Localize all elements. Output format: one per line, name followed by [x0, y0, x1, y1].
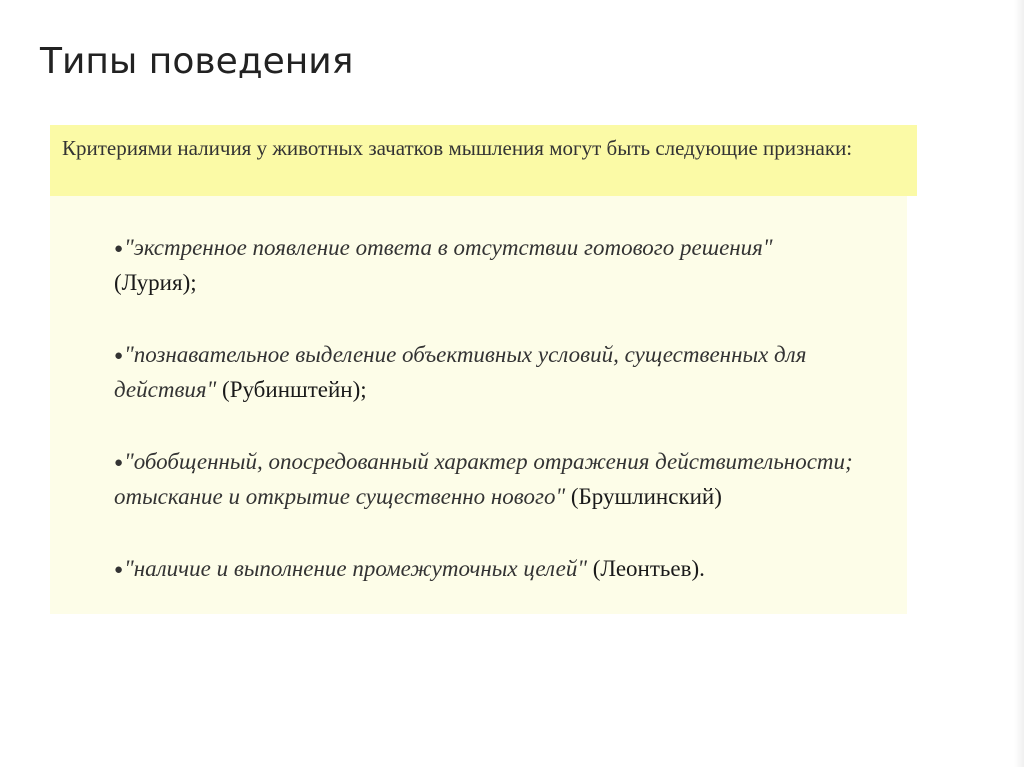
criteria-quote: "наличие и выполнение промежуточных целей" [124, 556, 587, 581]
slide-title: Типы поведения [40, 41, 354, 82]
criteria-quote: "познавательное выделение объективных условий, существенных для действия" [114, 342, 807, 402]
criteria-author: (Рубинштейн); [216, 377, 367, 402]
bullet-icon: ● [114, 455, 124, 471]
criteria-item-leontiev [114, 552, 854, 587]
criteria-item-rubinshtein [114, 338, 854, 407]
criteria-author: (Лурия); [114, 270, 197, 295]
bullet-icon: ● [114, 562, 124, 578]
criteria-list-box [50, 196, 907, 614]
intro-text: Критериями наличия у животных зачатков мышления могут быть следующие признаки: [62, 136, 853, 160]
criteria-author: (Брушлинский) [565, 484, 722, 509]
intro-box [50, 125, 917, 196]
criteria-item-luria [114, 231, 854, 300]
criteria-item-brushlinsky [114, 445, 854, 514]
criteria-list [114, 231, 854, 587]
criteria-author: (Леонтьев). [587, 556, 705, 581]
bullet-icon: ● [114, 348, 124, 364]
criteria-quote: "экстренное появление ответа в отсутствии готового решения" [124, 235, 773, 260]
slide-edge-shadow [1014, 0, 1024, 767]
bullet-icon: ● [114, 241, 124, 257]
criteria-quote: "обобщенный, опосредованный характер отражения действительности; отыскание и открытие существенно нового" [114, 449, 853, 509]
